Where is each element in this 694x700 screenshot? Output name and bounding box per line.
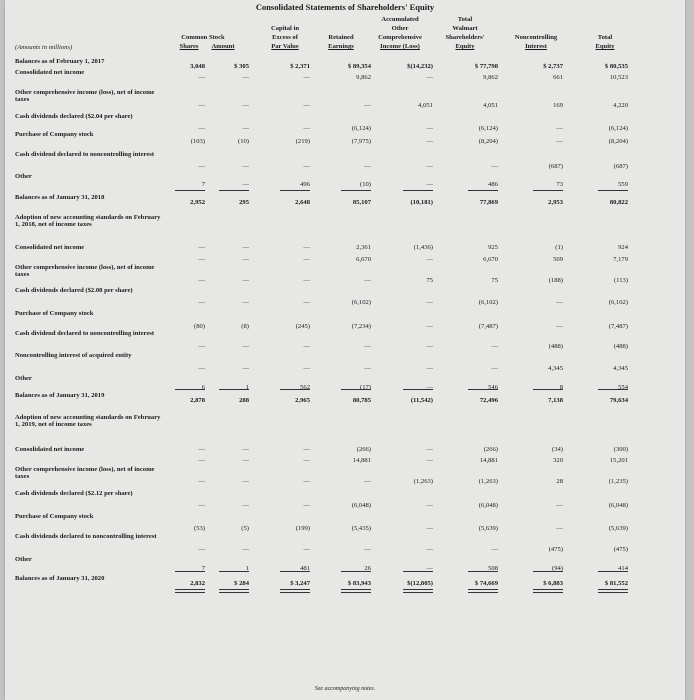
table-cell: $ 284 — [234, 580, 249, 587]
table-cell: (5) — [241, 525, 249, 532]
table-cell: (6,048) — [478, 502, 498, 509]
row-label: Other — [15, 173, 32, 180]
table-cell: — — [303, 244, 310, 251]
row-label: Noncontrolling interest of acquired entity — [15, 352, 132, 359]
table-cell: — — [242, 102, 249, 109]
table-cell: — — [242, 244, 249, 251]
table-cell: — — [426, 457, 433, 464]
table-cell: 77,869 — [479, 199, 498, 206]
table-cell: 4,345 — [613, 365, 628, 372]
table-cell: — — [198, 102, 205, 109]
table-cell: 7,138 — [548, 397, 563, 404]
table-cell: 546 — [488, 384, 498, 391]
table-cell: (5,639) — [478, 525, 498, 532]
table-cell: — — [303, 478, 310, 485]
table-cell: 7 — [201, 181, 205, 188]
table-cell: 80,785 — [352, 397, 371, 404]
table-cell: (1,263) — [413, 478, 433, 485]
table-cell: $ 83,943 — [347, 580, 371, 587]
table-cell: $(12,805) — [407, 580, 433, 587]
table-cell: (5,435) — [351, 525, 371, 532]
table-cell: — — [198, 125, 205, 132]
table-cell: — — [242, 546, 249, 553]
table-cell: — — [242, 299, 249, 306]
table-cell: 7 — [201, 565, 205, 572]
header-total-1: Total — [597, 34, 613, 41]
subtotal-rule — [341, 389, 371, 390]
table-cell: 6,670 — [483, 256, 498, 263]
table-cell: 554 — [618, 384, 628, 391]
table-cell: — — [242, 125, 249, 132]
table-cell: (8,204) — [608, 138, 628, 145]
table-cell: 4,345 — [548, 365, 563, 372]
table-cell: (6,102) — [608, 299, 628, 306]
table-cell: 496 — [300, 181, 310, 188]
table-cell: (475) — [613, 546, 628, 553]
table-cell: — — [303, 125, 310, 132]
table-cell: — — [198, 343, 205, 350]
header-aoci-3: Comprehensive — [378, 34, 422, 41]
subtotal-rule — [219, 190, 249, 191]
total-double-rule — [280, 592, 310, 593]
table-cell: 481 — [300, 565, 310, 572]
table-cell: $ 2,737 — [543, 63, 563, 70]
table-cell: (6,048) — [608, 502, 628, 509]
total-double-rule — [403, 592, 433, 593]
table-cell: — — [364, 365, 371, 372]
table-cell: — — [426, 384, 433, 391]
row-label: Consolidated net income — [15, 69, 85, 76]
table-cell: (6,048) — [351, 502, 371, 509]
row-label: Adoption of new accounting standards on February 1, 2018, net of income taxes — [15, 214, 161, 229]
table-cell: (219) — [295, 138, 310, 145]
row-label: Cash dividends declared ($2.12 per share) — [15, 490, 133, 497]
table-cell: $ 77,798 — [474, 63, 498, 70]
row-label: Purchase of Company stock — [15, 131, 94, 138]
table-cell: (34) — [552, 446, 563, 453]
table-cell: — — [198, 546, 205, 553]
row-label: Other — [15, 375, 32, 382]
subtotal-rule — [403, 190, 433, 191]
table-cell: 295 — [239, 199, 249, 206]
table-cell: (266) — [356, 446, 371, 453]
subtotal-rule — [175, 190, 205, 191]
table-cell: (6,124) — [351, 125, 371, 132]
table-cell: (687) — [613, 163, 628, 170]
table-cell: 79,634 — [609, 397, 628, 404]
table-cell: 9,862 — [356, 74, 371, 81]
table-cell: — — [426, 525, 433, 532]
subtotal-rule — [341, 190, 371, 191]
table-cell: — — [242, 256, 249, 263]
table-cell: (300) — [613, 446, 628, 453]
table-cell: (1,263) — [478, 478, 498, 485]
header-capital-3: Par Value — [271, 43, 299, 50]
table-cell: $ 89,354 — [347, 63, 371, 70]
header-amount: Amount — [211, 43, 235, 50]
table-cell: — — [242, 343, 249, 350]
table-cell: — — [426, 256, 433, 263]
table-cell: 2,952 — [190, 199, 205, 206]
table-cell: (188) — [548, 277, 563, 284]
total-double-rule — [468, 592, 498, 593]
row-label: Other comprehensive income (loss), net of income taxes — [15, 89, 155, 104]
table-cell: $ 305 — [234, 63, 249, 70]
table-cell: — — [556, 125, 563, 132]
header-shares: Shares — [179, 43, 199, 50]
subtotal-rule — [280, 571, 310, 572]
table-cell: (6,102) — [351, 299, 371, 306]
table-cell: 75 — [491, 277, 498, 284]
table-cell: (6,102) — [478, 299, 498, 306]
header-capital-2: Excess of — [272, 34, 298, 41]
table-cell: $ 6,883 — [543, 580, 563, 587]
table-cell: (7,975) — [351, 138, 371, 145]
table-cell: 4,051 — [418, 102, 433, 109]
table-cell: — — [198, 163, 205, 170]
table-cell: (8) — [241, 323, 249, 330]
table-cell: 80,822 — [609, 199, 628, 206]
table-cell: (94) — [552, 565, 563, 572]
table-cell: 7,179 — [613, 256, 628, 263]
table-cell: — — [198, 478, 205, 485]
row-label: Cash dividends declared ($2.04 per share) — [15, 113, 133, 120]
table-cell: — — [556, 525, 563, 532]
table-cell: — — [426, 546, 433, 553]
table-cell: 26 — [364, 565, 371, 572]
table-cell: (17) — [360, 384, 371, 391]
table-cell: 486 — [488, 181, 498, 188]
table-cell: — — [303, 163, 310, 170]
table-cell: (245) — [295, 323, 310, 330]
table-cell: — — [556, 323, 563, 330]
table-cell: 85,107 — [352, 199, 371, 206]
header-total-walmart-3: Shareholders' — [445, 34, 485, 41]
table-cell: (1) — [555, 244, 563, 251]
table-cell: — — [303, 102, 310, 109]
table-cell: — — [198, 244, 205, 251]
row-label: Other comprehensive income (loss), net of income taxes — [15, 264, 155, 279]
table-cell: 6 — [201, 384, 205, 391]
header-common-stock: Common Stock — [181, 34, 225, 41]
table-cell: (488) — [613, 343, 628, 350]
table-cell: — — [364, 343, 371, 350]
table-cell: — — [242, 74, 249, 81]
table-cell: $ 74,669 — [474, 580, 498, 587]
table-cell: (5,639) — [608, 525, 628, 532]
table-cell: — — [303, 365, 310, 372]
header-total-walmart-1: Total — [457, 16, 473, 23]
header-capital-1: Capital in — [270, 25, 300, 32]
table-cell: $(14,232) — [407, 63, 433, 70]
subtotal-rule — [598, 389, 628, 390]
row-label: Purchase of Company stock — [15, 513, 94, 520]
subtotal-rule — [468, 571, 498, 572]
table-cell: 4,051 — [483, 102, 498, 109]
table-cell: (1,235) — [608, 478, 628, 485]
total-double-rule — [175, 589, 205, 590]
table-cell: $ 80,535 — [604, 63, 628, 70]
table-cell: (53) — [194, 525, 205, 532]
table-cell: — — [426, 163, 433, 170]
table-cell: 2,832 — [190, 580, 205, 587]
table-cell: — — [303, 74, 310, 81]
table-cell: — — [303, 343, 310, 350]
table-cell: 169 — [553, 102, 563, 109]
table-cell: — — [303, 277, 310, 284]
table-cell: 10,523 — [609, 74, 628, 81]
table-cell: — — [491, 343, 498, 350]
header-aoci-2: Other — [391, 25, 409, 32]
subtotal-rule — [280, 190, 310, 191]
subtotal-rule — [175, 571, 205, 572]
table-cell: — — [426, 138, 433, 145]
table-cell: — — [426, 502, 433, 509]
table-cell: 6,670 — [356, 256, 371, 263]
table-cell: 2,648 — [295, 199, 310, 206]
table-cell: — — [426, 74, 433, 81]
table-cell: (266) — [483, 446, 498, 453]
table-cell: — — [364, 102, 371, 109]
statement-sheet — [5, 0, 685, 700]
table-cell: (7,234) — [351, 323, 371, 330]
table-cell: — — [242, 163, 249, 170]
table-cell: — — [426, 446, 433, 453]
row-label: Balances as of January 31, 2018 — [15, 194, 105, 201]
units-note: (Amounts in millions) — [15, 44, 73, 51]
table-cell: (6,124) — [478, 125, 498, 132]
table-cell: 661 — [553, 74, 563, 81]
table-cell: 925 — [488, 244, 498, 251]
total-double-rule — [341, 589, 371, 590]
table-cell: (11,542) — [410, 397, 433, 404]
header-aoci-1: Accumulated — [381, 16, 419, 23]
table-cell: 1 — [245, 565, 249, 572]
table-cell: — — [242, 181, 249, 188]
table-cell: 509 — [553, 256, 563, 263]
table-cell: $ 3,247 — [290, 580, 310, 587]
total-double-rule — [533, 589, 563, 590]
table-cell: (80) — [194, 323, 205, 330]
table-cell: 15,201 — [609, 457, 628, 464]
table-cell: (1,436) — [413, 244, 433, 251]
table-cell: $ 81,552 — [604, 580, 628, 587]
subtotal-rule — [598, 571, 628, 572]
table-cell: — — [556, 138, 563, 145]
table-cell: — — [426, 323, 433, 330]
table-cell: (475) — [548, 546, 563, 553]
row-label: Cash dividend declared to noncontrolling interest — [15, 151, 155, 158]
table-cell: (7,487) — [608, 323, 628, 330]
table-cell: 414 — [618, 565, 628, 572]
table-cell: 4,220 — [613, 102, 628, 109]
row-label: Cash dividends declared to noncontrolling interest — [15, 533, 157, 540]
table-cell: — — [242, 478, 249, 485]
subtotal-rule — [403, 389, 433, 390]
table-cell: — — [198, 502, 205, 509]
table-cell: — — [198, 277, 205, 284]
table-cell: — — [242, 457, 249, 464]
row-label: Adoption of new accounting standards on February 1, 2019, net of income taxes — [15, 414, 161, 429]
row-label: Consolidated net income — [15, 446, 85, 453]
table-cell: (8,204) — [478, 138, 498, 145]
table-cell: $ 2,371 — [290, 63, 310, 70]
table-cell: (488) — [548, 343, 563, 350]
subtotal-rule — [468, 190, 498, 191]
table-cell: (199) — [295, 525, 310, 532]
table-cell: — — [303, 546, 310, 553]
table-cell: — — [364, 277, 371, 284]
subtotal-rule — [280, 389, 310, 390]
header-retained-2: Earnings — [328, 43, 354, 50]
subtotal-rule — [219, 571, 249, 572]
total-double-rule — [219, 589, 249, 590]
total-double-rule — [598, 592, 628, 593]
table-cell: (10) — [238, 138, 249, 145]
table-cell: — — [556, 299, 563, 306]
table-cell: — — [242, 277, 249, 284]
table-cell: 2,965 — [295, 397, 310, 404]
table-cell: 3,048 — [190, 63, 205, 70]
table-cell: — — [242, 446, 249, 453]
table-cell: — — [426, 565, 433, 572]
total-double-rule — [219, 592, 249, 593]
table-cell: — — [426, 299, 433, 306]
row-label: Other comprehensive income (loss), net of income taxes — [15, 466, 155, 481]
row-label: Balances as of February 1, 2017 — [15, 58, 105, 65]
footnote: See accompanying notes. — [314, 686, 376, 692]
table-cell: — — [198, 74, 205, 81]
header-nci-1: Noncontrolling — [514, 34, 558, 41]
header-retained-1: Retained — [328, 34, 354, 41]
total-double-rule — [598, 589, 628, 590]
table-cell: — — [198, 256, 205, 263]
table-cell: — — [491, 546, 498, 553]
table-cell: (10,181) — [410, 199, 433, 206]
total-double-rule — [280, 589, 310, 590]
table-cell: — — [303, 502, 310, 509]
subtotal-rule — [341, 571, 371, 572]
table-cell: — — [198, 457, 205, 464]
total-double-rule — [403, 589, 433, 590]
row-label: Consolidated net income — [15, 244, 85, 251]
table-cell: — — [556, 502, 563, 509]
table-cell: (7,487) — [478, 323, 498, 330]
table-cell: 73 — [556, 181, 563, 188]
table-cell: 8 — [559, 384, 563, 391]
row-label: Balances as of January 31, 2020 — [15, 575, 105, 582]
table-cell: — — [426, 365, 433, 372]
table-cell: — — [491, 365, 498, 372]
subtotal-rule — [403, 571, 433, 572]
table-cell: 288 — [239, 397, 249, 404]
table-cell: 72,496 — [479, 397, 498, 404]
row-label: Other — [15, 556, 32, 563]
table-cell: (6,124) — [608, 125, 628, 132]
table-cell: — — [426, 343, 433, 350]
table-cell: 508 — [488, 565, 498, 572]
table-cell: 9,862 — [483, 74, 498, 81]
table-cell: — — [303, 457, 310, 464]
subtotal-rule — [468, 389, 498, 390]
header-nci-2: Interest — [525, 43, 547, 50]
table-cell: (103) — [190, 138, 205, 145]
table-cell: (687) — [548, 163, 563, 170]
table-cell: — — [198, 446, 205, 453]
table-cell: 924 — [618, 244, 628, 251]
subtotal-rule — [175, 389, 205, 390]
table-cell: — — [242, 502, 249, 509]
table-cell: 2,953 — [548, 199, 563, 206]
subtotal-rule — [533, 571, 563, 572]
table-cell: — — [491, 163, 498, 170]
table-cell: — — [426, 125, 433, 132]
table-cell: — — [426, 181, 433, 188]
table-cell: 14,881 — [352, 457, 371, 464]
table-cell: — — [198, 365, 205, 372]
table-cell: — — [242, 365, 249, 372]
table-cell: — — [303, 299, 310, 306]
statement-title: Consolidated Statements of Shareholders' Equity — [255, 2, 435, 12]
table-cell: 28 — [556, 478, 563, 485]
table-cell: — — [364, 163, 371, 170]
table-cell: 562 — [300, 384, 310, 391]
total-double-rule — [533, 592, 563, 593]
subtotal-rule — [533, 190, 563, 191]
subtotal-rule — [533, 389, 563, 390]
table-cell: — — [364, 546, 371, 553]
total-double-rule — [341, 592, 371, 593]
table-cell: 320 — [553, 457, 563, 464]
table-cell: 559 — [618, 181, 628, 188]
header-total-walmart-2: Walmart — [452, 25, 478, 32]
subtotal-rule — [598, 190, 628, 191]
header-total-walmart-4: Equity — [455, 43, 475, 50]
table-cell: 2,361 — [356, 244, 371, 251]
table-cell: (113) — [613, 277, 628, 284]
subtotal-rule — [219, 389, 249, 390]
total-double-rule — [175, 592, 205, 593]
header-total-2: Equity — [595, 43, 615, 50]
row-label: Cash dividends declared ($2.08 per share) — [15, 287, 133, 294]
table-cell: — — [303, 256, 310, 263]
table-cell: 75 — [426, 277, 433, 284]
table-cell: — — [303, 446, 310, 453]
table-cell: (10) — [360, 181, 371, 188]
total-double-rule — [468, 589, 498, 590]
table-cell: — — [364, 478, 371, 485]
table-cell: 1 — [245, 384, 249, 391]
table-cell: 14,881 — [479, 457, 498, 464]
table-cell: 2,878 — [190, 397, 205, 404]
row-label: Balances as of January 31, 2019 — [15, 392, 105, 399]
table-cell: — — [198, 299, 205, 306]
row-label: Cash dividend declared to noncontrolling interest — [15, 330, 155, 337]
header-aoci-4: Income (Loss) — [380, 43, 420, 50]
row-label: Purchase of Company stock — [15, 310, 94, 317]
